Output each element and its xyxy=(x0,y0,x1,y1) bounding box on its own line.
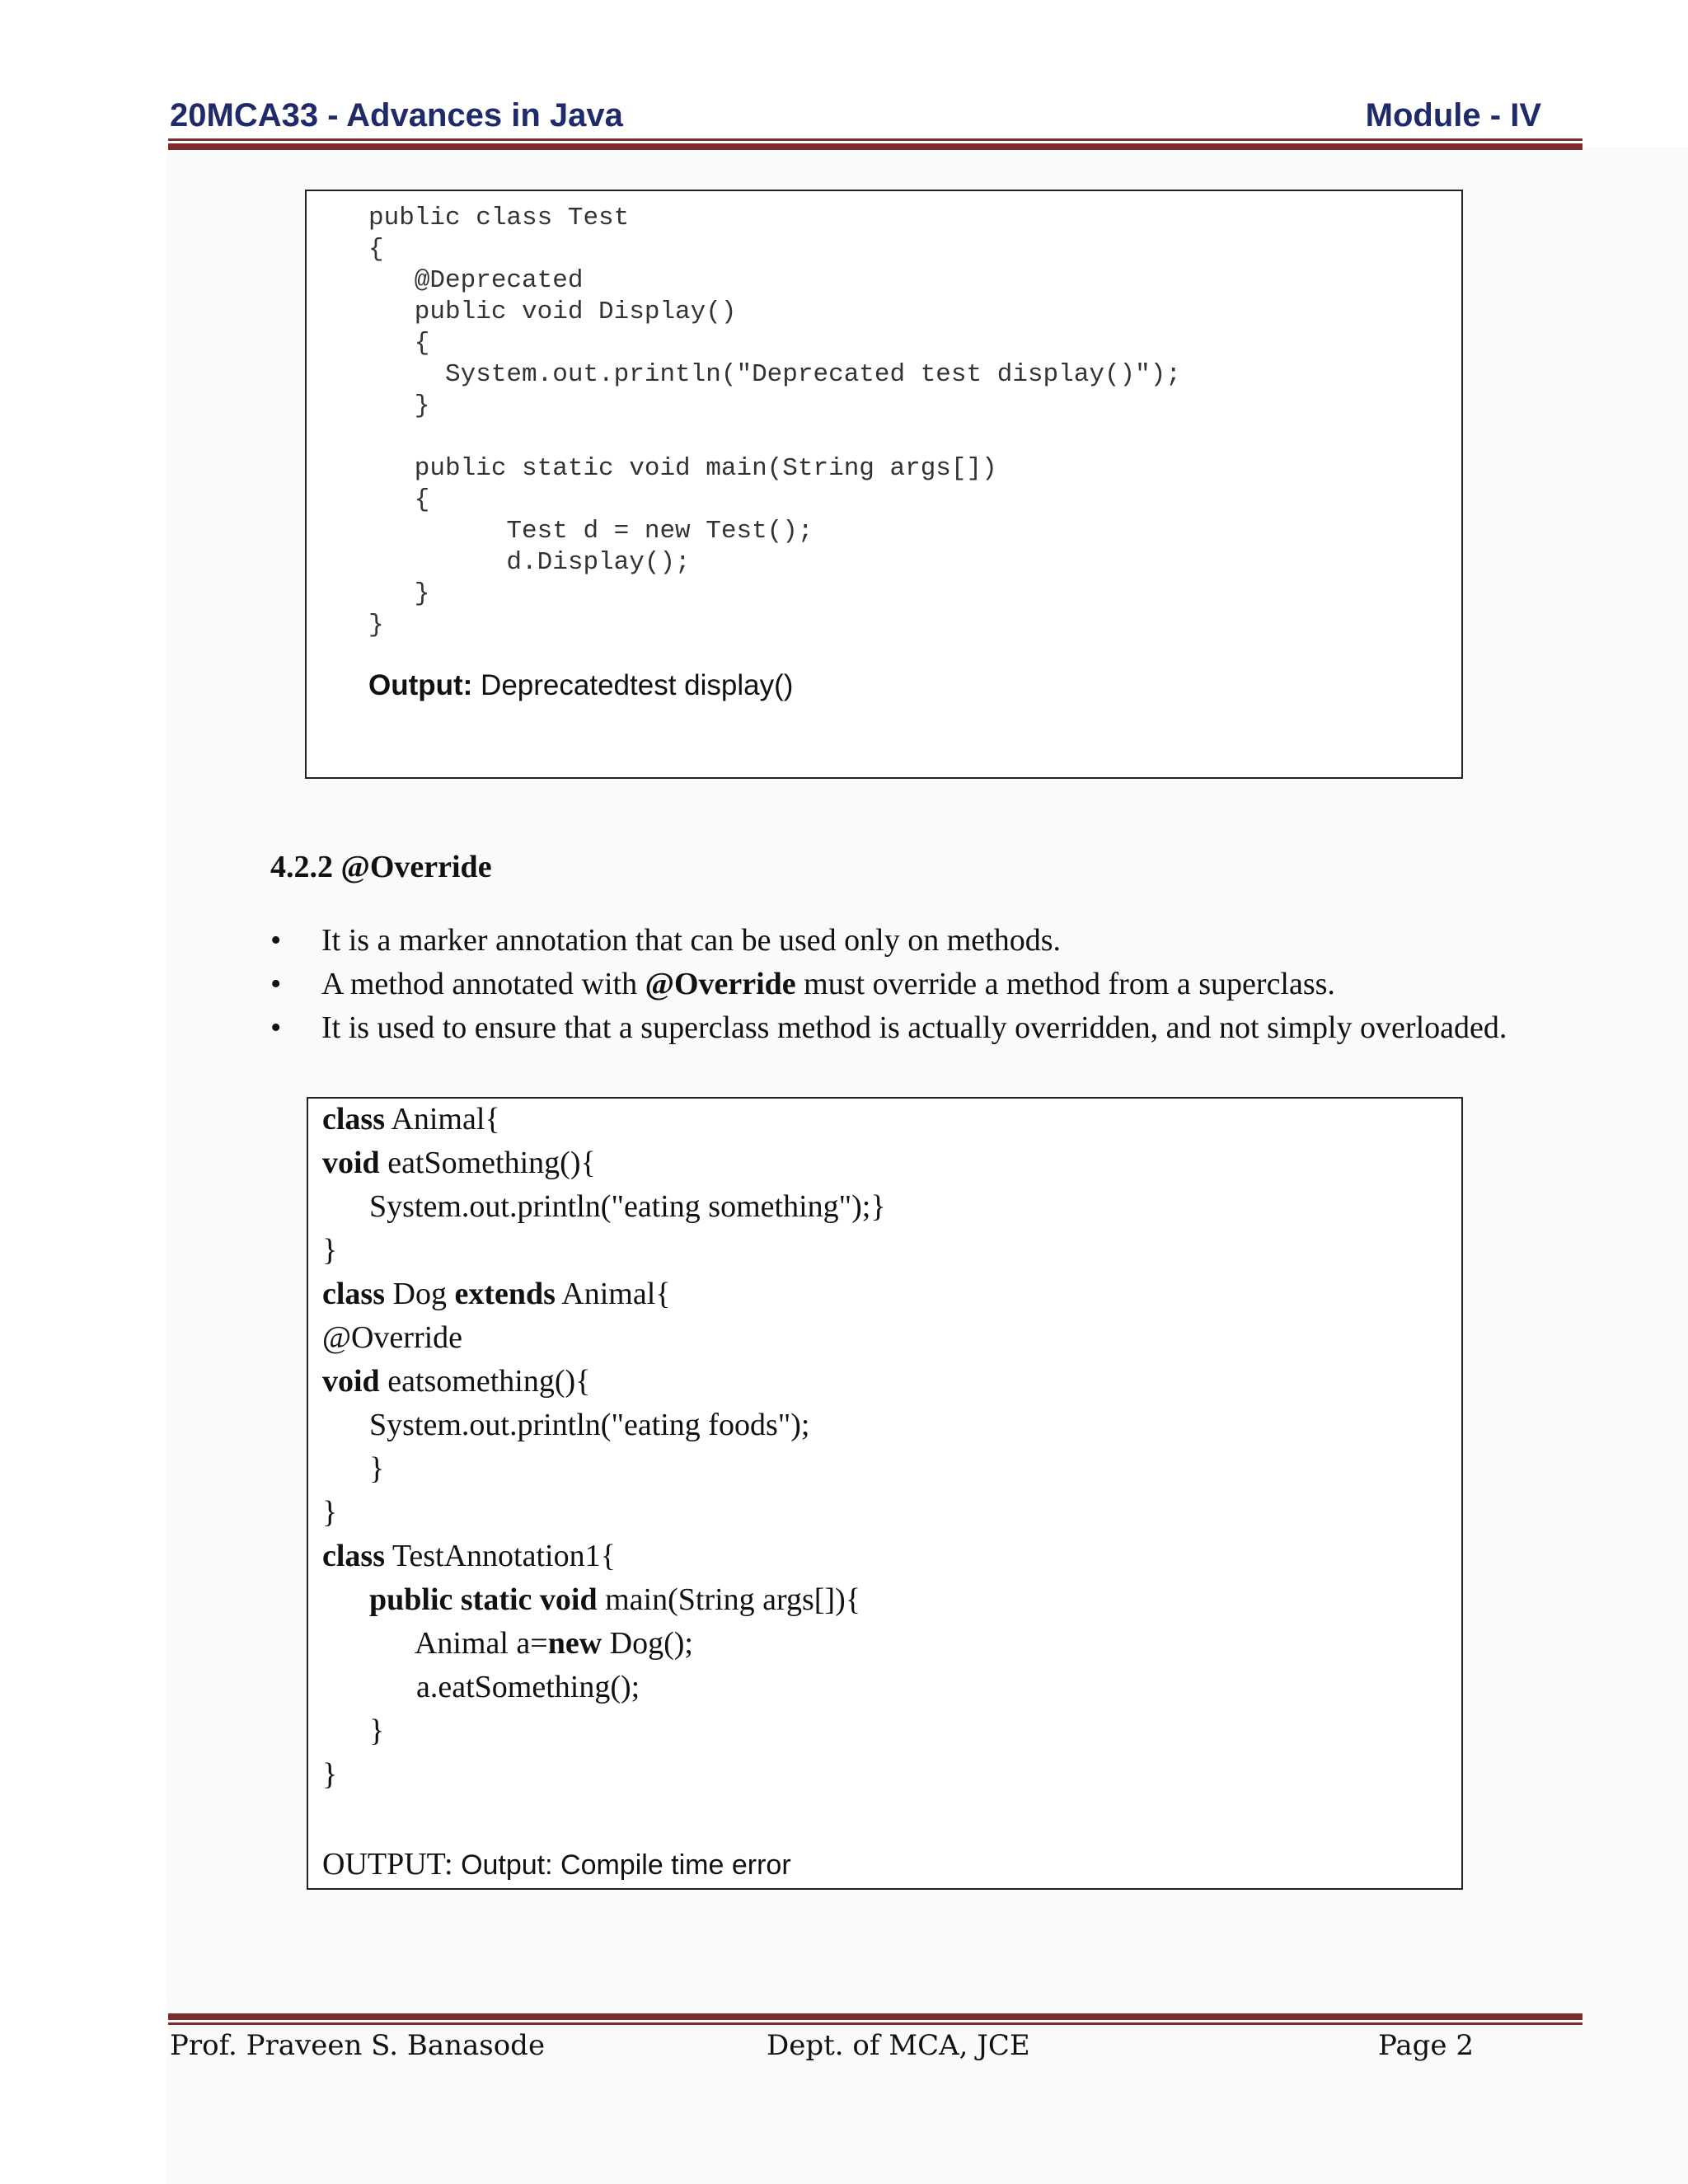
header-rule-thick xyxy=(168,143,1582,150)
code-text: } xyxy=(322,1713,385,1748)
code-line xyxy=(322,1098,886,1141)
code-text: eatsomething(){ xyxy=(379,1364,591,1399)
code-keyword: void xyxy=(322,1364,380,1399)
code-line xyxy=(322,1622,886,1666)
code-line xyxy=(322,1360,886,1404)
code-text: a.eatSomething(); xyxy=(322,1670,640,1704)
code-line xyxy=(322,1229,886,1272)
code-text: Animal{ xyxy=(555,1277,671,1311)
code-line xyxy=(322,1753,886,1797)
code-line xyxy=(322,1141,886,1185)
code-text: } xyxy=(322,1757,338,1792)
code-text: main(String args[]){ xyxy=(597,1582,860,1617)
code-listing-deprecated xyxy=(368,203,1181,641)
footer-rule-thin xyxy=(168,2022,1582,2025)
output-line-2 xyxy=(322,1843,791,1887)
bullet-list xyxy=(270,919,1507,1050)
bullet-text: A method annotated with xyxy=(321,967,645,1001)
code-line: @Deprecated xyxy=(368,266,584,295)
code-text: Animal a= xyxy=(322,1626,548,1661)
code-line: } xyxy=(368,391,430,420)
code-keyword: public static void xyxy=(369,1582,598,1617)
output2-label: OUTPUT: xyxy=(322,1847,462,1882)
code-text: Dog(); xyxy=(602,1626,693,1661)
code-text: eatSomething(){ xyxy=(379,1146,596,1180)
code-keyword: extends xyxy=(454,1277,556,1311)
code-line: { xyxy=(368,485,430,514)
bullet-bold-text: @Override xyxy=(645,967,796,1001)
code-line xyxy=(322,1666,886,1709)
code-line: { xyxy=(368,329,430,358)
bullet-item xyxy=(270,919,1507,963)
code-line xyxy=(322,1709,886,1753)
bullet-item xyxy=(270,963,1507,1006)
code-text xyxy=(322,1582,369,1617)
code-keyword: new xyxy=(547,1626,603,1661)
output-value: Deprecatedtest display() xyxy=(472,669,794,701)
code-text: System.out.println("eating something");} xyxy=(322,1189,886,1224)
footer-rule-thick xyxy=(168,2013,1582,2020)
code-line: public static void main(String args[]) xyxy=(368,454,997,483)
code-line xyxy=(322,1491,886,1535)
code-keyword: class xyxy=(322,1102,385,1137)
footer-dept: Dept. of MCA, JCE xyxy=(767,2029,1030,2062)
module-label: Module - IV xyxy=(1365,97,1541,134)
bullet-text: It is a marker annotation that can be used only on methods. xyxy=(321,923,1061,958)
code-text: } xyxy=(322,1495,338,1530)
footer-page-number: Page 2 xyxy=(1378,2029,1474,2062)
footer-author: Prof. Praveen S. Banasode xyxy=(170,2029,546,2062)
code-line: public void Display() xyxy=(368,298,737,326)
code-line xyxy=(322,1535,886,1578)
code-text: Animal{ xyxy=(385,1102,500,1137)
code-line: Test d = new Test(); xyxy=(368,517,814,546)
output-label: Output: xyxy=(368,669,473,701)
code-line xyxy=(322,1447,886,1491)
code-line xyxy=(322,1272,886,1316)
section-heading: 4.2.2 @Override xyxy=(270,850,492,884)
code-text: Dog xyxy=(385,1277,455,1311)
code-text: TestAnnotation1{ xyxy=(385,1539,616,1573)
code-line: System.out.println("Deprecated test display()"); xyxy=(368,360,1181,389)
code-line: d.Display(); xyxy=(368,548,691,577)
code-line: { xyxy=(368,235,384,264)
code-keyword: class xyxy=(322,1539,385,1573)
code-line xyxy=(322,1578,886,1622)
output-line-1 xyxy=(368,669,793,702)
code-line xyxy=(322,1185,886,1229)
bullet-text: must override a method from a superclass. xyxy=(795,967,1335,1001)
course-title: 20MCA33 - Advances in Java xyxy=(170,97,623,134)
code-text: } xyxy=(322,1451,385,1486)
code-keyword: void xyxy=(322,1146,380,1180)
code-line xyxy=(322,1404,886,1447)
code-listing-override xyxy=(322,1098,886,1797)
bullet-item xyxy=(270,1006,1507,1050)
code-line xyxy=(322,1316,886,1360)
code-text: } xyxy=(322,1233,338,1268)
bullet-text: It is used to ensure that a superclass method is actually overridden, and not simply overloaded. xyxy=(321,1010,1507,1045)
code-line: } xyxy=(368,611,384,640)
code-text: @Override xyxy=(322,1320,463,1355)
code-line: } xyxy=(368,579,430,608)
output2-value: Output: Compile time error xyxy=(461,1849,791,1881)
code-keyword: class xyxy=(322,1277,385,1311)
code-line: public class Test xyxy=(368,204,630,232)
code-line xyxy=(368,422,1181,453)
header-rule-thin xyxy=(168,138,1582,141)
code-text: System.out.println("eating foods"); xyxy=(322,1408,810,1442)
